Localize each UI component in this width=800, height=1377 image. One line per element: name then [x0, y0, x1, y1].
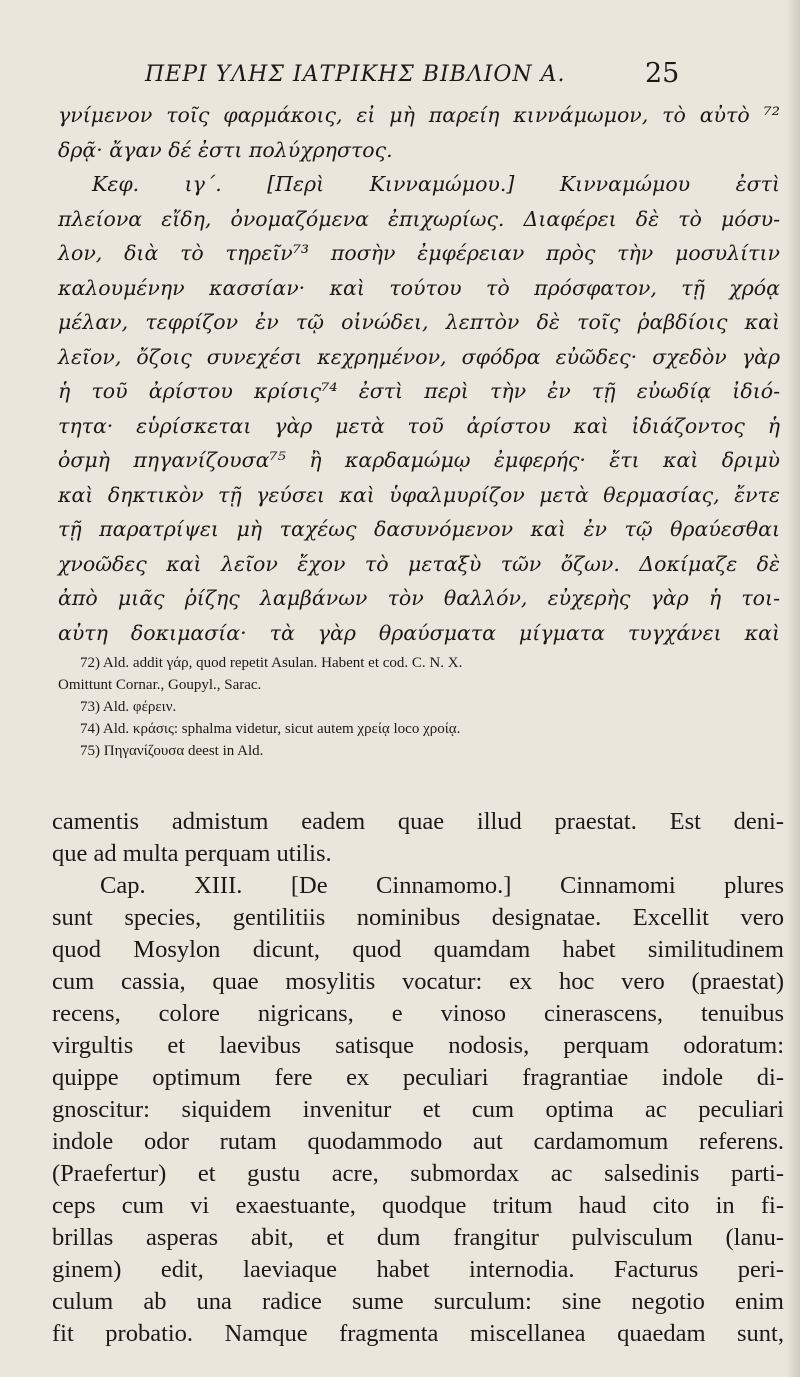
- footnote: 74) Ald. κράσις: sphalma videtur, sicut autem χρείᾳ loco χροίᾳ.: [80, 721, 461, 737]
- greek-line: τῇ παρατρίψει μὴ ταχέως δασυνόμενον καὶ ἐν τῷ θραύεσθαι: [58, 517, 780, 541]
- greek-line: μέλαν, τεφρίζον ἐν τῷ οἰνώδει, λεπτὸν δὲ τοῖς ῥαβδίοις καὶ: [58, 310, 780, 334]
- greek-line: ὀσμὴ πηγανίζουσα⁷⁵ ἢ καρδαμώμῳ ἐμφερής· ἔτι καὶ δριμὺ: [58, 448, 780, 472]
- greek-line: τητα· εὑρίσκεται γὰρ μετὰ τοῦ ἀρίστου καὶ ἰδιάζοντος ἡ: [58, 413, 780, 438]
- latin-line: ceps cum vi exaestuante, quodque tritum haud cito in fi-: [52, 1192, 784, 1219]
- footnote: 73) Ald. φέρειν.: [80, 699, 177, 715]
- latin-line: indole odor rutam quodammodo aut cardamomum referens.: [52, 1128, 784, 1155]
- page-edge-shadow: [786, 0, 800, 1377]
- latin-line: quod Mosylon dicunt, quod quamdam habet similitudinem: [52, 936, 784, 963]
- latin-text-block: [52, 806, 784, 1350]
- footnote: 75) Πηγανίζουσα deest in Ald.: [80, 743, 264, 759]
- latin-line: gnoscitur: siquidem invenitur et cum optima ac peculiari: [52, 1096, 784, 1123]
- latin-line: (Praefertur) et gustu acre, submordax ac salsedinis parti-: [52, 1160, 784, 1187]
- greek-chapter-heading-line: Κεφ. ιγ΄. [Περὶ Κινναμώμου.] Κινναμώμου ἐστὶ: [92, 172, 780, 196]
- greek-line: γνίμενον τοῖς φαρμάκοις, εἰ μὴ παρείη κιννάμωμον, τὸ αὐτὸ ⁷²: [58, 103, 780, 127]
- greek-line: αὐτη δοκιμασία· τὰ γὰρ θραύσματα μίγματα τυγχάνει καὶ: [58, 620, 780, 645]
- page-number: 25: [645, 58, 680, 89]
- latin-line: recens, colore nigricans, e vinoso cinerascens, tenuibus: [52, 1000, 784, 1027]
- latin-line: sunt species, gentilitiis nominibus designatae. Excellit vero: [52, 904, 784, 931]
- footnote: 72) Ald. addit γάρ, quod repetit Asulan. Habent et cod. C. N. X.: [80, 655, 463, 671]
- latin-line: quippe optimum fere ex peculiari fragrantiae indole di-: [52, 1064, 784, 1091]
- greek-line: λεῖον, ὄζοις συνεχέσι κεχρημένον, σφόδρα εὐῶδες· σχεδὸν γὰρ: [58, 344, 780, 369]
- latin-line: cum cassia, quae mosylitis vocatur: ex hoc vero (praestat): [52, 968, 784, 995]
- greek-line: καλουμένην κασσίαν· καὶ τούτου τὸ πρόσφατον, τῇ χρόᾳ: [58, 275, 780, 300]
- latin-line: que ad multa perquam utilis.: [52, 840, 332, 867]
- greek-line: χνοῶδες καὶ λεῖον ἔχον τὸ μεταξὺ τῶν ὄζων. Δοκίμαζε δὲ: [58, 551, 780, 576]
- latin-line: ginem) edit, laeviaque habet internodia. Facturus peri-: [52, 1256, 784, 1283]
- greek-line: πλείονα εἴδη, ὀνομαζόμενα ἐπιχωρίως. Διαφέρει δὲ τὸ μόσυ-: [58, 206, 780, 231]
- page-header: [0, 56, 800, 96]
- greek-line: ἡ τοῦ ἀρίστου κρίσις⁷⁴ ἐστὶ περὶ τὴν ἐν τῇ εὐωδίᾳ ἰδιό-: [58, 379, 780, 403]
- footnote-continuation: Omittunt Cornar., Goupyl., Sarac.: [58, 677, 262, 693]
- greek-line: ἀπὸ μιᾶς ῥίζης λαμβάνων τὸν θαλλόν, εὐχερὴς γὰρ ἡ τοι-: [58, 586, 780, 610]
- greek-line: δρᾷ· ἄγαν δέ ἐστι πολύχρηστος.: [58, 137, 393, 162]
- latin-line: fit probatio. Namque fragmenta miscellanea quaedam sunt,: [52, 1320, 784, 1347]
- footnotes: [58, 652, 780, 762]
- latin-line: culum ab una radice sume surculum: sine negotio enim: [52, 1288, 784, 1315]
- running-title: ΠΕΡΙ ΥΛΗΣ ΙΑΤΡΙΚΗΣ ΒΙΒΛΙΟΝ Α.: [145, 62, 566, 87]
- latin-line: virgultis et laevibus satisque nodosis, perquam odoratum:: [52, 1032, 784, 1059]
- greek-line: λον, διὰ τὸ τηρεῖν⁷³ ποσὴν ἐμφέρειαν πρὸς τὴν μοσυλίτιν: [58, 241, 780, 265]
- latin-chapter-heading-line: Cap. XIII. [De Cinnamomo.] Cinnamomi plures: [100, 872, 784, 899]
- greek-line: καὶ δηκτικὸν τῇ γεύσει καὶ ὑφαλμυρίζον μετὰ θερμασίας, ἔντε: [58, 482, 780, 507]
- latin-line: camentis admistum eadem quae illud praestat. Est deni-: [52, 808, 784, 835]
- latin-line: brillas asperas abit, et dum frangitur pulvisculum (lanu-: [52, 1224, 784, 1251]
- greek-text-block: [58, 98, 780, 650]
